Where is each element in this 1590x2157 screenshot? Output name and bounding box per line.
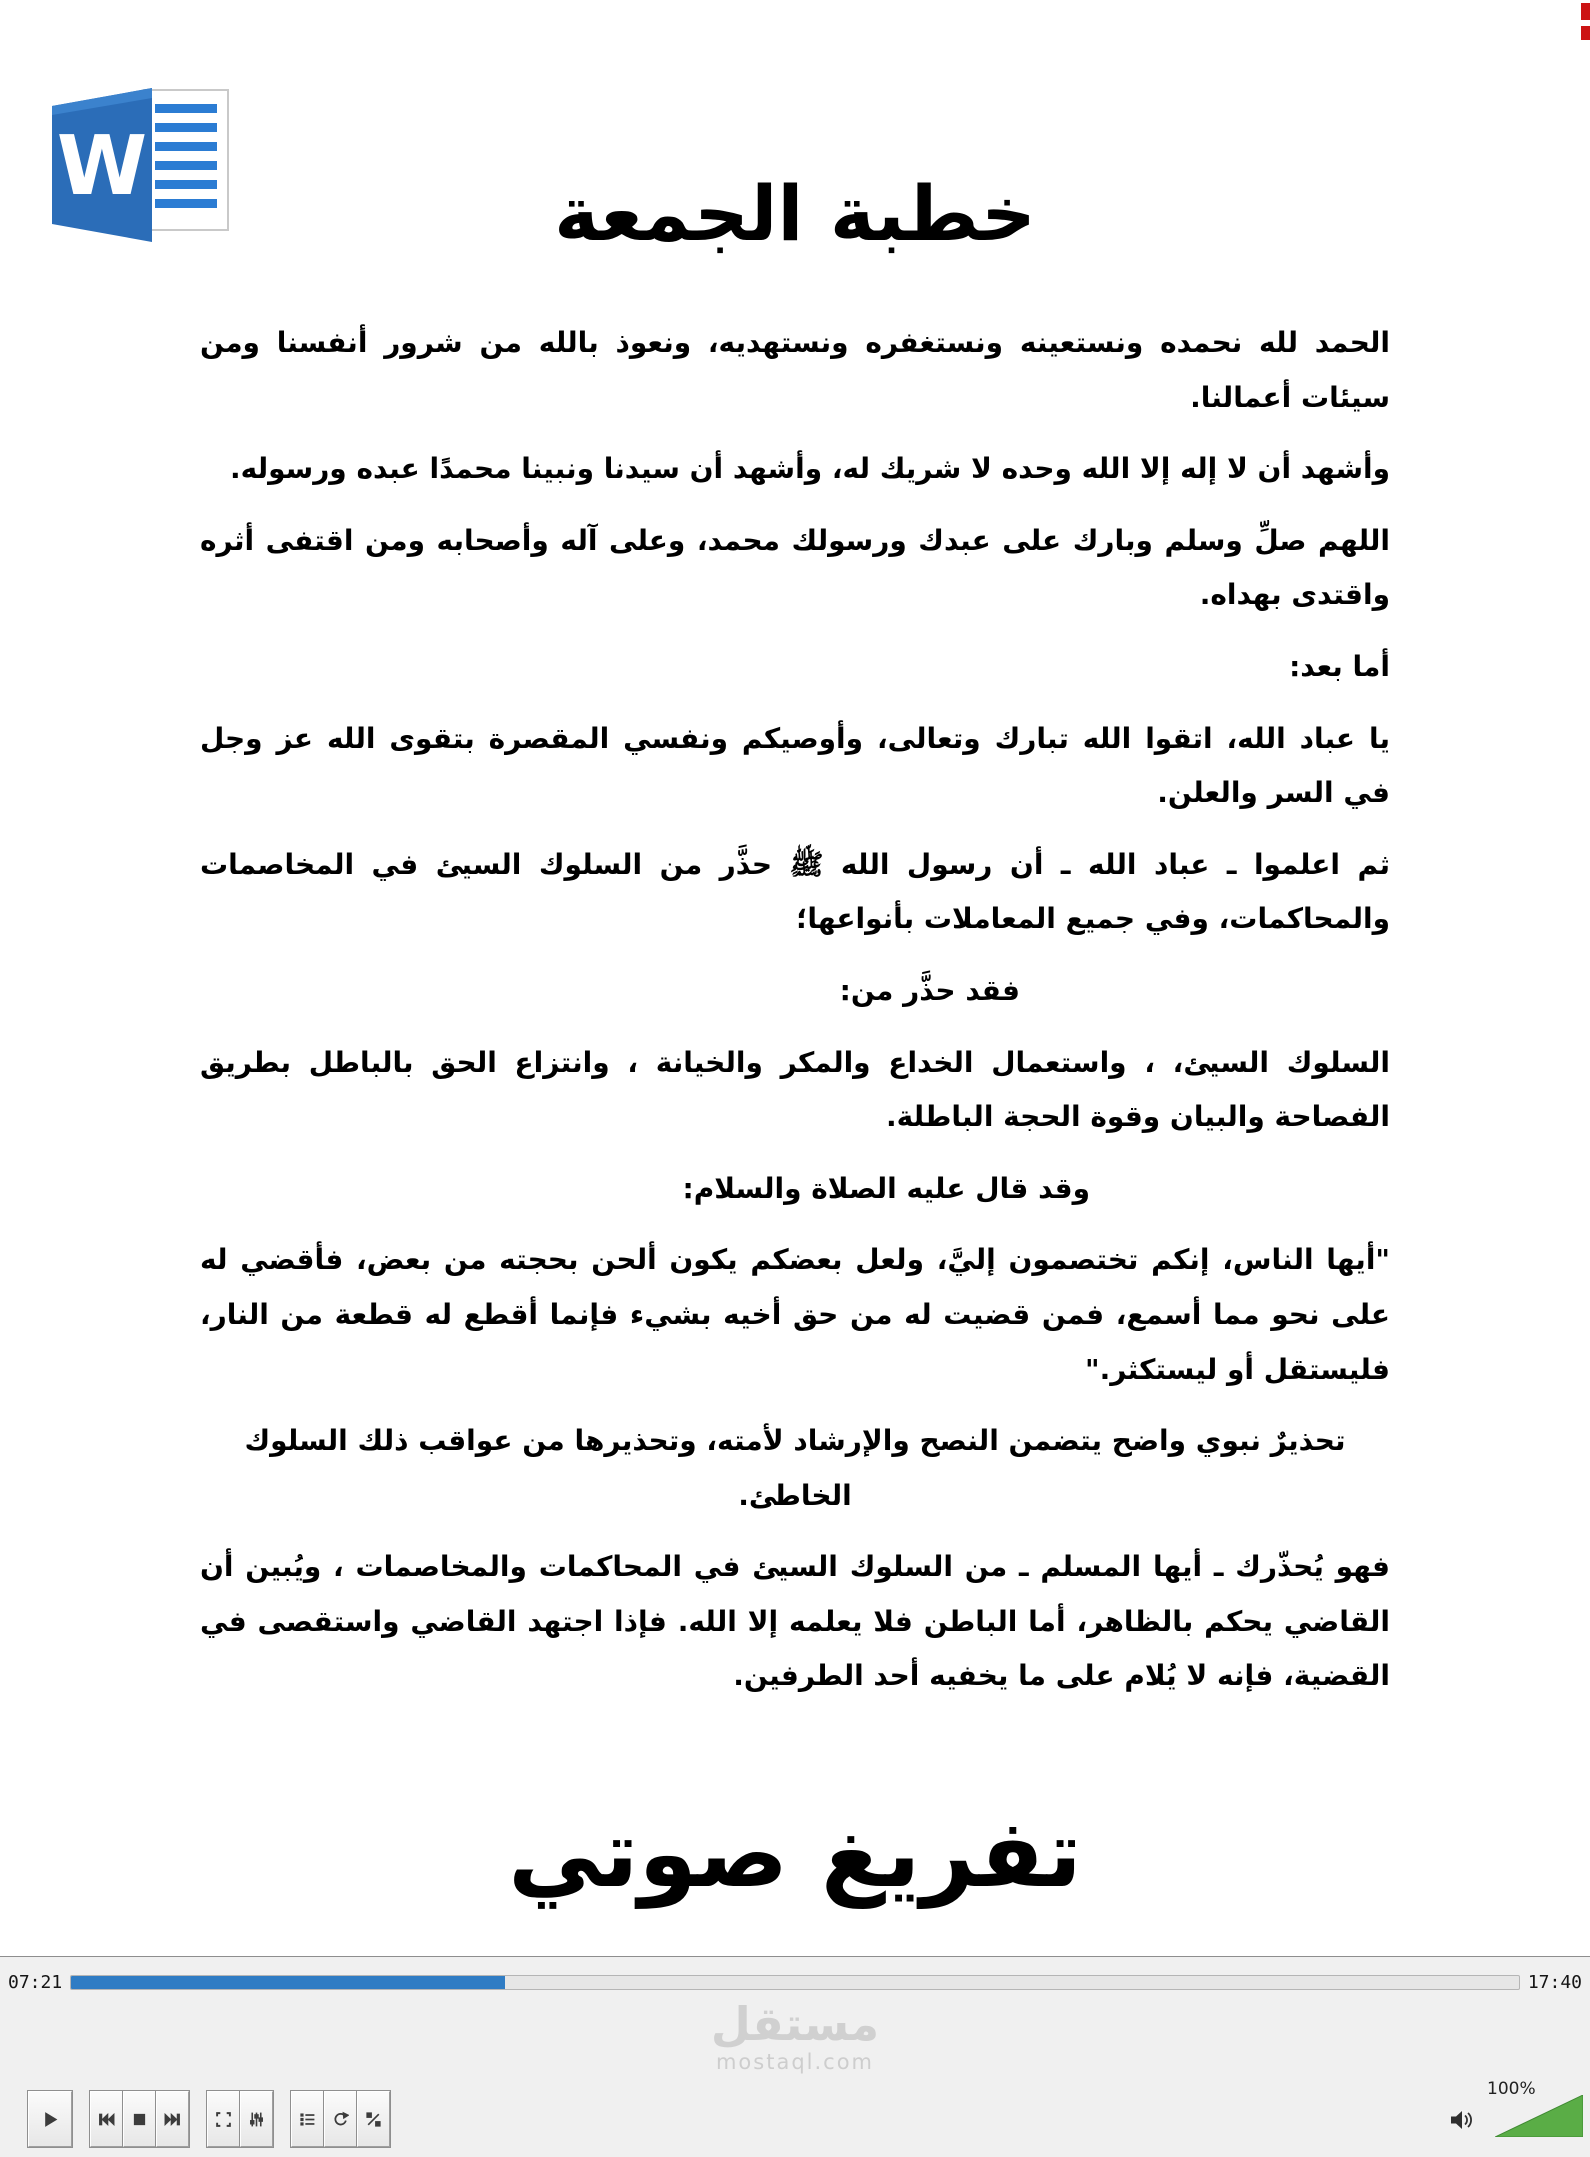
paragraph: السلوك السيئ، ، واستعمال الخداع والمكر والخيانة ، وانتزاع الحق بالباطل بطريق الفصاحة والبيان وقوة الحجة الباطلة.	[200, 1045, 1390, 1134]
volume-cluster	[1435, 2079, 1585, 2139]
svg-text:W: W	[56, 119, 148, 214]
fullscreen-icon	[215, 2111, 232, 2128]
watermark	[0, 1999, 1590, 2074]
paragraph: اللهم صلِّ وسلم وبارك على عبدك ورسولك محمد، وعلى آله وأصحابه ومن اقتفى أثره واقتدى بهداه.	[200, 523, 1390, 612]
paragraph: أما بعد:	[1289, 649, 1390, 683]
edge-marker-red	[1581, 3, 1590, 20]
paragraph: ثم اعلموا ـ عباد الله ـ أن رسول الله ﷺ حذَّر من السلوك السيئ في المخاصمات والمحاكمات، وفي جميع المعاملات بأنواعها؛	[200, 847, 1390, 936]
paragraph: تحذيرٌ نبوي واضح يتضمن النصح والإرشاد لأمته، وتحذيرها من عواقب ذلك السلوك الخاطئ.	[244, 1424, 1346, 1512]
next-button[interactable]	[156, 2091, 189, 2147]
speaker-icon[interactable]	[1449, 2107, 1475, 2133]
footer-caption: تفريغ صوتي	[508, 1800, 1082, 1909]
paragraph: الحمد لله نحمده ونستعينه ونستغفره ونستهديه، ونعوذ بالله من شرور أنفسنا ومن سيئات أعمالنا.	[200, 326, 1390, 414]
total-time: 17:40	[1527, 1971, 1582, 1993]
previous-icon	[98, 2111, 115, 2128]
playlist-icon	[299, 2111, 316, 2128]
paragraph: فهو يُحذّرك ـ أيها المسلم ـ من السلوك السيئ في المحاكمات والمخاصمات ، ويُبين أن القاضي يحكم بالظاهر، أما الباطن فلا يعلمه إلا الله. فإذا اجتهد القاضي واستقصى في القضية، فإنه لا يُلام على ما يخفيه أحد الطرفين.	[200, 1550, 1390, 1693]
view-group	[207, 2091, 273, 2147]
stop-button[interactable]	[123, 2091, 156, 2147]
paragraph: "أيها الناس، إنكم تختصمون إليَّ، ولعل بعضكم يكون ألحن بحجته من بعض، فأقضي له على نحو مما أسمع، فمن قضيت له من حق أخيه بشيء فإنما أقطع له قطعة من النار، فليستقل أو ليستكثر."	[200, 1243, 1390, 1386]
document-body	[200, 316, 1390, 1721]
watermark-logo-text: مستقل	[710, 1997, 880, 2051]
repeat-icon	[332, 2111, 349, 2128]
equalizer-button[interactable]	[240, 2091, 273, 2147]
watermark-domain: mostaql.com	[715, 2049, 875, 2074]
volume-label: 100%	[1487, 2079, 1536, 2099]
volume-wedge[interactable]	[1495, 2095, 1583, 2137]
equalizer-icon	[248, 2111, 265, 2128]
previous-button[interactable]	[90, 2091, 123, 2147]
playlist-button[interactable]	[291, 2091, 324, 2147]
seek-bar-fill	[71, 1976, 505, 1989]
paragraph: وأشهد أن لا إله إلا الله وحده لا شريك له، وأشهد أن سيدنا ونبينا محمدًا عبده ورسوله.	[229, 452, 1390, 486]
player-controls	[28, 2079, 1590, 2149]
stop-icon	[131, 2111, 148, 2128]
page-title: خطبة الجمعة	[554, 168, 1036, 258]
edge-marker-red	[1581, 26, 1590, 40]
paragraph: يا عباد الله، اتقوا الله تبارك وتعالى، وأوصيكم ونفسي المقصرة بتقوى الله عز وجل في السر والعلن.	[200, 721, 1390, 810]
elapsed-time: 07:21	[8, 1971, 63, 1993]
play-icon	[42, 2111, 59, 2128]
media-player	[0, 1956, 1590, 2157]
aspect-ratio-icon	[365, 2111, 382, 2128]
seek-row	[0, 1969, 1590, 1995]
list-group	[291, 2091, 390, 2147]
next-icon	[164, 2111, 181, 2128]
play-button[interactable]	[28, 2091, 72, 2147]
paragraph: فقد حذَّر من:	[839, 973, 1020, 1007]
aspect-ratio-button[interactable]	[357, 2091, 390, 2147]
repeat-button[interactable]	[324, 2091, 357, 2147]
fullscreen-button[interactable]	[207, 2091, 240, 2147]
seek-bar[interactable]	[70, 1975, 1520, 1990]
play-group	[28, 2091, 72, 2147]
transport-group	[90, 2091, 189, 2147]
paragraph: وقد قال عليه الصلاة والسلام:	[682, 1171, 1090, 1205]
